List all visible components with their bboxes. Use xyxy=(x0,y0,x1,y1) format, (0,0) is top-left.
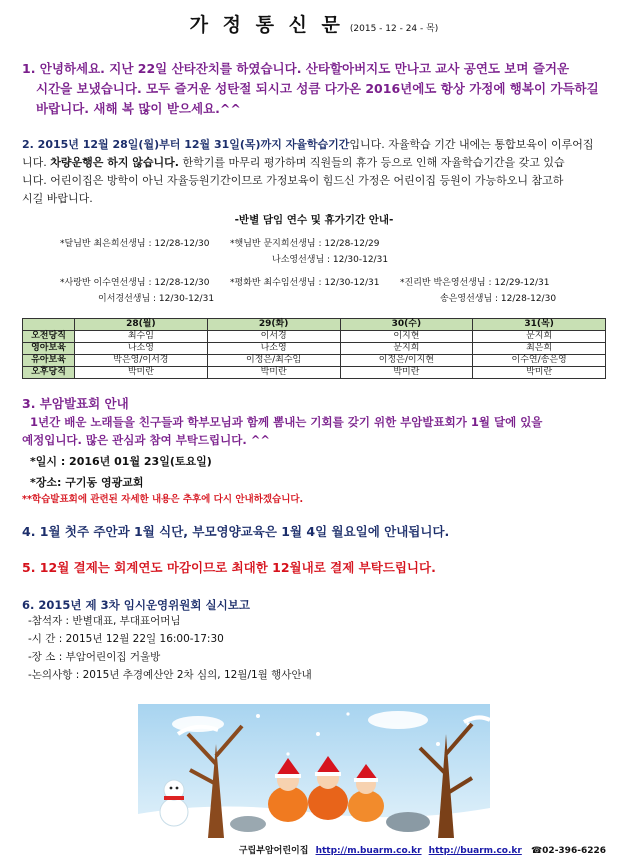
footer xyxy=(239,843,606,856)
s6-attendees: -참석자 : 반별대표, 부대표어머님 xyxy=(28,615,181,627)
s3-line1: 1년간 배운 노래들을 친구들과 학부모님과 함께 뽐내는 기회를 갖기 위한 부암발표회가 1월 달에 있을 xyxy=(30,415,543,429)
table-header-29: 29(화) xyxy=(207,319,340,331)
s3-place: *장소: 구기동 영광교회 xyxy=(30,476,144,489)
table-header-31: 31(목) xyxy=(473,319,606,331)
table-cell: 이지현 xyxy=(340,331,473,343)
vacation-haet-na: 나소영선생님 : 12/30-12/31 xyxy=(272,255,389,265)
table-cell: 문지희 xyxy=(473,331,606,343)
row-label: 오전당직 xyxy=(23,331,75,343)
row-label: 오후당직 xyxy=(23,367,75,379)
vacation-haet-moon: *햇님반 문지희선생님 : 12/28-12/29 xyxy=(230,239,380,249)
row-label: 영아보육 xyxy=(23,343,75,355)
table-cell: 박미란 xyxy=(207,367,340,379)
s3-line2: 예정입니다. 많은 관심과 참여 부탁드립니다. ^^ xyxy=(22,433,270,447)
table-cell: 나소영 xyxy=(207,343,340,355)
title-date: (2015 - 12 - 24 - 목) xyxy=(349,24,439,34)
vacation-dal-choi: *달님반 최은희선생님 : 12/28-12/30 xyxy=(60,239,210,249)
s2-line2-bold: 차량운행은 하지 않습니다. xyxy=(50,156,179,169)
s1-line1: 1. 안녕하세요. 지난 22일 산타잔치를 하였습니다. 산타할아버지도 만나고 교사 공연도 보며 즐거운 xyxy=(22,61,570,76)
s2-line1-rest: 입니다. 자율학습 기간 내에는 통합보육이 이루어집 xyxy=(349,138,594,151)
s1-line2: 시간을 보냈습니다. 모두 즐거운 성탄절 되시고 성큼 다가온 2016년에도 항상 가정에 행복이 가득하길 xyxy=(36,81,599,96)
table-row xyxy=(23,331,606,343)
table-cell: 박은영/이서경 xyxy=(75,355,208,367)
table-row xyxy=(23,355,606,367)
s5-text: 5. 12월 결제는 회계연도 마감이므로 최대한 12월내로 결제 부탁드립니다. xyxy=(22,560,436,575)
table-cell: 이서경 xyxy=(207,331,340,343)
table-cell: 나소영 xyxy=(75,343,208,355)
table-cell: 이수연/송은영 xyxy=(473,355,606,367)
s2-line4: 시길 바랍니다. xyxy=(22,192,93,205)
table-header-28: 28(월) xyxy=(75,319,208,331)
vacation-pyeonghwa-choi: *평화반 최수임선생님 : 12/30-12/31 xyxy=(230,278,380,288)
page-title xyxy=(0,10,628,37)
s2-line2-rest: 한학기를 마무리 평가하며 직원들의 휴가 등으로 인해 자율학습기간을 갖고 있습 xyxy=(178,156,565,169)
table-cell: 최은희 xyxy=(473,343,606,355)
table-cell: 박미란 xyxy=(75,367,208,379)
table-row xyxy=(23,343,606,355)
table-cell: 박미란 xyxy=(473,367,606,379)
s2-line3: 니다. 어린이집은 방학이 아닌 자율등원기간이므로 가정보육이 힘드신 가정은 어린이집 등원이 가능하오니 참고하 xyxy=(22,174,564,187)
table-cell: 문지희 xyxy=(340,343,473,355)
vacation-jinri-park: *진리반 박은영선생님 : 12/29-12/31 xyxy=(400,278,550,288)
table-header-30: 30(수) xyxy=(340,319,473,331)
row-label: 유아보육 xyxy=(23,355,75,367)
s2-line1-bold: 2. 2015년 12월 28일(월)부터 12월 31일(목)까지 자율학습기간 xyxy=(22,138,350,151)
vacation-jinri-song: 송은영선생님 : 12/28-12/30 xyxy=(440,294,557,304)
footer-phone: ☎02-396-6226 xyxy=(530,846,606,856)
s3-note: **학습발표회에 관련된 자세한 내용은 추후에 다시 안내하겠습니다. xyxy=(22,494,304,505)
table-cell: 최수임 xyxy=(75,331,208,343)
vacation-subtitle: -반별 담임 연수 및 휴가기간 안내- xyxy=(234,214,394,226)
vacation-sarang-lee: *사랑반 이수연선생님 : 12/28-12/30 xyxy=(60,278,210,288)
s2-line2-pre: 니다. xyxy=(22,156,51,169)
s2-line1 xyxy=(22,136,594,153)
s3-title: 3. 부암발표회 안내 xyxy=(22,396,129,411)
s6-title: 6. 2015년 제 3차 임시운영위원회 실시보고 xyxy=(22,598,250,612)
s6-place: -장 소 : 부암어린이집 거울방 xyxy=(28,651,161,663)
footer-link-web[interactable]: http://buarm.co.kr xyxy=(428,846,522,856)
s4-text: 4. 1월 첫주 주안과 1월 식단, 부모영양교육은 1월 4일 월요일에 안내됩니다. xyxy=(22,524,450,539)
table-header-corner xyxy=(23,319,75,331)
vacation-sarang-seo: 이서경선생님 : 12/30-12/31 xyxy=(98,294,215,304)
footer-link-mobile[interactable]: http://m.buarm.co.kr xyxy=(315,846,422,856)
s6-topics: -논의사항 : 2015년 추경예산안 2차 심의, 12월/1월 행사안내 xyxy=(28,669,312,681)
title-text: 가 정 통 신 문 xyxy=(189,14,344,36)
winter-illustration xyxy=(138,704,490,838)
s2-line2 xyxy=(22,154,565,171)
s3-date: *일시 : 2016년 01월 23일(토요일) xyxy=(30,455,212,468)
table-cell: 박미란 xyxy=(340,367,473,379)
table-cell: 이정은/이지현 xyxy=(340,355,473,367)
table-header-row xyxy=(23,319,606,331)
table-cell: 이정은/최수임 xyxy=(207,355,340,367)
table-row xyxy=(23,367,606,379)
duty-schedule-table xyxy=(22,318,606,379)
footer-org: 구립부암어린이집 xyxy=(238,846,309,856)
s1-line3: 바랍니다. 새해 복 많이 받으세요.^^ xyxy=(36,101,241,116)
s6-time: -시 간 : 2015년 12월 22일 16:00-17:30 xyxy=(28,633,224,645)
